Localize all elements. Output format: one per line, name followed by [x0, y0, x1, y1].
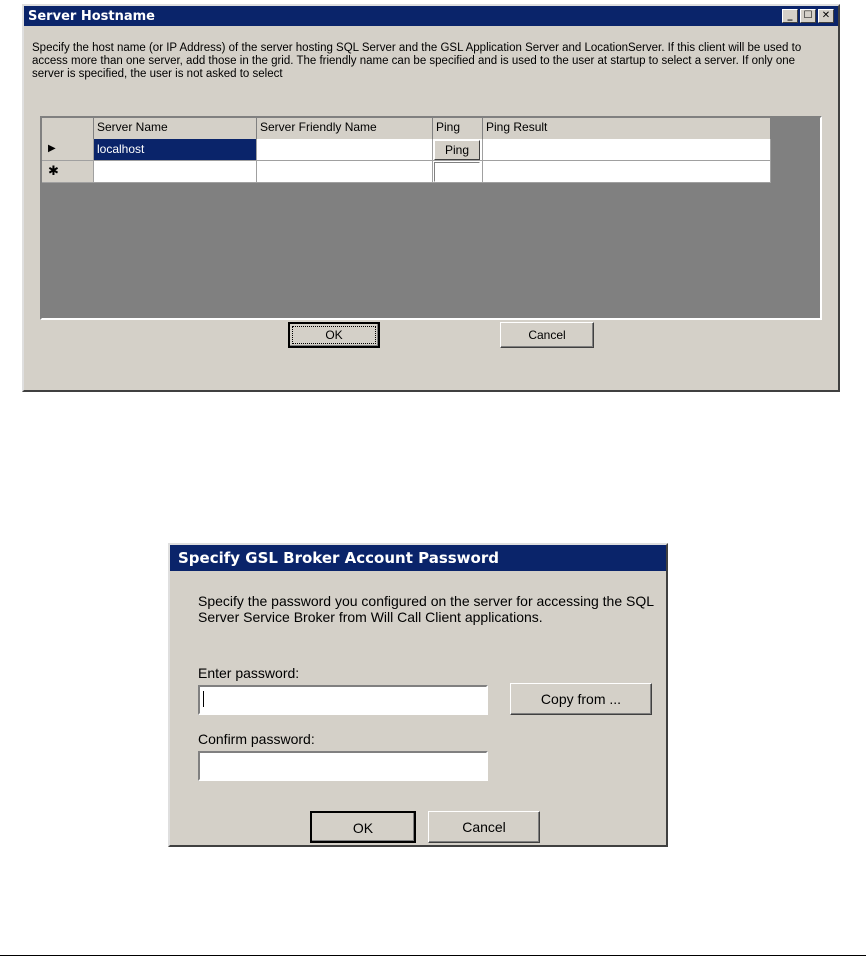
grid-header-row: [42, 118, 771, 140]
ping-button-empty[interactable]: [434, 162, 480, 182]
ok-button[interactable]: OK: [288, 322, 380, 348]
cancel-button[interactable]: Cancel: [500, 322, 594, 348]
column-header-ping-result[interactable]: Ping Result: [483, 118, 771, 140]
text-caret: [203, 691, 204, 707]
title-bar: [170, 545, 666, 571]
instructions-text: Specify the password you configured on the server for accessing the SQL Server Service Broker from Will Call Client applications.: [198, 593, 654, 625]
instructions-text: Specify the host name (or IP Address) of the server hosting SQL Server and the GSL Application Server and LocationServer. If this client will be used to access more than one server, add those in the grid. The friendly name can be specified and is used to the user at startup to select a server. If only one server is specified, the user is not asked to select: [32, 42, 802, 80]
ping-result-cell: [483, 161, 771, 183]
ping-cell: [433, 139, 483, 161]
dialog-title: Server Hostname: [28, 8, 155, 24]
current-row-indicator-icon: ▶: [42, 139, 94, 161]
copy-from-button[interactable]: Copy from ...: [510, 683, 652, 715]
enter-password-label: Enter password:: [198, 665, 300, 681]
dialog-title: Specify GSL Broker Account Password: [178, 549, 499, 567]
enter-password-field[interactable]: [198, 685, 488, 715]
column-header-friendly-name[interactable]: Server Friendly Name: [257, 118, 433, 140]
maximize-icon[interactable]: ☐: [800, 9, 816, 23]
new-row-indicator-icon: ✱: [42, 161, 94, 183]
confirm-password-field[interactable]: [198, 751, 488, 781]
ping-button[interactable]: Ping: [434, 140, 480, 160]
table-row[interactable]: [42, 139, 771, 161]
column-header-server-name[interactable]: Server Name: [94, 118, 257, 140]
ping-result-cell: [483, 139, 771, 161]
ping-cell: [433, 161, 483, 183]
server-name-cell[interactable]: [94, 161, 257, 183]
confirm-password-label: Confirm password:: [198, 731, 315, 747]
friendly-name-cell[interactable]: [257, 139, 433, 161]
minimize-icon[interactable]: _: [782, 9, 798, 23]
server-name-cell[interactable]: localhost: [94, 139, 257, 161]
new-table-row[interactable]: [42, 161, 771, 183]
friendly-name-cell[interactable]: [257, 161, 433, 183]
servers-grid[interactable]: [40, 116, 822, 320]
close-icon[interactable]: ✕: [818, 9, 834, 23]
title-bar: [24, 6, 838, 26]
broker-password-dialog: [168, 543, 668, 847]
ok-button[interactable]: OK: [310, 811, 416, 843]
column-header-ping[interactable]: Ping: [433, 118, 483, 140]
row-header-corner: [42, 118, 94, 140]
cancel-button[interactable]: Cancel: [428, 811, 540, 843]
server-hostname-dialog: [22, 4, 840, 392]
